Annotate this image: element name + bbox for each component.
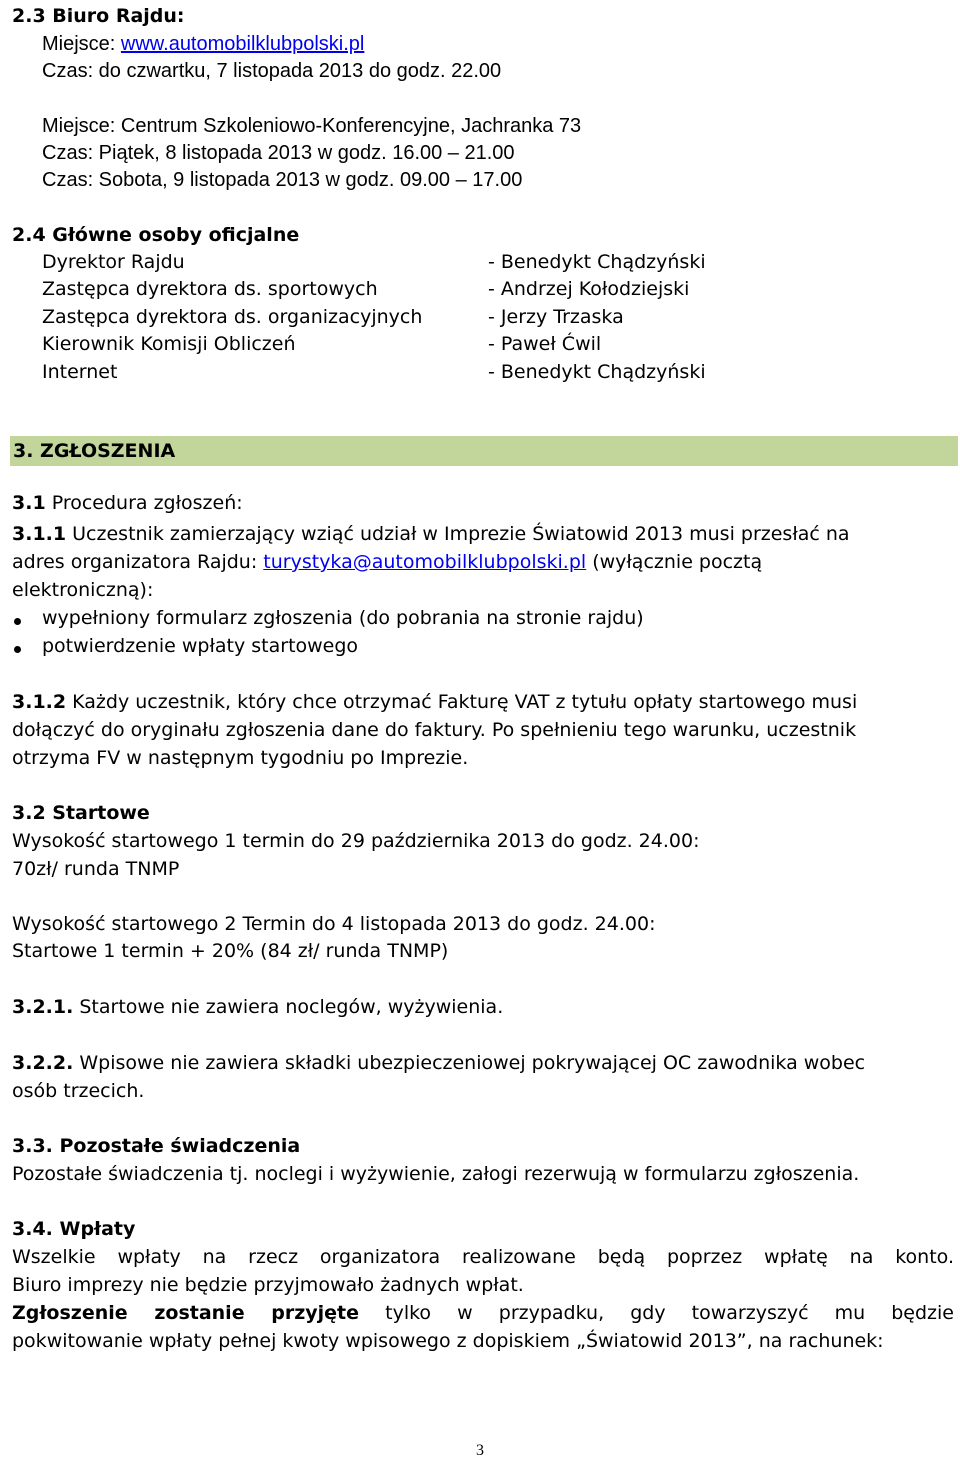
heading-3-1: 3.1 Procedura zgłoszeń: — [12, 492, 243, 514]
bullet-icon — [14, 618, 21, 625]
para-3-4-line: Biuro imprezy nie będzie przyjmowało żadnych wpłat. — [12, 1274, 524, 1296]
official-role: Internet — [42, 361, 118, 383]
fee-2-label: Wysokość startowego 2 Termin do 4 listopada 2013 do godz. 24.00: — [12, 913, 656, 935]
website-link[interactable]: www.automobilklubpolski.pl — [120, 33, 365, 55]
para-3-1-2-line: dołączyć do oryginału zgłoszenia dane do faktury. Po spełnieniu tego warunku, uczestnik — [12, 719, 857, 741]
office-time-3: Czas: Sobota, 9 listopada 2013 w godz. 09.00 – 17.00 — [42, 169, 523, 191]
official-name: - Jerzy Trzaska — [488, 306, 624, 328]
heading-3-4: 3.4. Wpłaty — [12, 1218, 136, 1240]
official-name: - Benedykt Chądzyński — [488, 251, 706, 273]
fee-2-value: Startowe 1 termin + 20% (84 zł/ runda TNMP) — [12, 940, 449, 962]
para-3-1-2-line: 3.1.2 Każdy uczestnik, który chce otrzymać Fakturę VAT z tytułu opłaty startowego musi — [12, 691, 858, 713]
office-time-1: Czas: do czwartku, 7 listopada 2013 do godz. 22.00 — [42, 60, 502, 82]
official-role: Dyrektor Rajdu — [42, 251, 185, 273]
official-name: - Andrzej Kołodziejski — [488, 278, 690, 300]
office-place-1 — [42, 31, 364, 57]
para-3-4-line: Zgłoszenie zostanie przyjęte tylko w przypadku, gdy towarzyszyć mu będzie — [12, 1302, 954, 1324]
heading-2-4: 2.4 Główne osoby oficjalne — [12, 224, 300, 246]
official-role: Kierownik Komisji Obliczeń — [42, 333, 296, 355]
para-3-1-1-line: elektroniczną): — [12, 579, 154, 601]
list-item: wypełniony formularz zgłoszenia (do pobrania na stronie rajdu) — [42, 607, 644, 629]
official-name: - Paweł Ćwil — [488, 333, 602, 355]
office-time-2: Czas: Piątek, 8 listopada 2013 w godz. 16.00 – 21.00 — [42, 142, 515, 164]
fee-1-label: Wysokość startowego 1 termin do 29 października 2013 do godz. 24.00: — [12, 830, 700, 852]
para-3-1-1-line: adres organizatora Rajdu: turystyka@automobilklubpolski.pl (wyłącznie pocztą — [12, 551, 763, 573]
para-3-2-2-line: osób trzecich. — [12, 1080, 145, 1102]
fee-1-value: 70zł/ runda TNMP — [12, 858, 180, 880]
heading-3-2: 3.2 Startowe — [12, 802, 150, 824]
para-3-1-1-line: 3.1.1 Uczestnik zamierzający wziąć udział w Imprezie Światowid 2013 musi przesłać na — [12, 523, 850, 545]
page-number: 3 — [476, 1442, 484, 1459]
para-3-4-line: Wszelkie wpłaty na rzecz organizatora realizowane będą poprzez wpłatę na konto. — [12, 1246, 954, 1268]
official-role: Zastępca dyrektora ds. organizacyjnych — [42, 306, 423, 328]
office-place-2: Miejsce: Centrum Szkoleniowo-Konferencyjne, Jachranka 73 — [42, 115, 582, 137]
office-place-1-label: Miejsce: — [42, 33, 121, 55]
official-role: Zastępca dyrektora ds. sportowych — [42, 278, 378, 300]
para-3-4-line: pokwitowanie wpłaty pełnej kwoty wpisowego z dopiskiem „Światowid 2013”, na rachunek: — [12, 1330, 884, 1352]
list-item: potwierdzenie wpłaty startowego — [42, 635, 359, 657]
heading-3: 3. ZGŁOSZENIA — [13, 440, 176, 462]
para-3-3: Pozostałe świadczenia tj. noclegi i wyżywienie, załogi rezerwują w formularzu zgłoszenia. — [12, 1163, 860, 1185]
email-link[interactable]: turystyka@automobilklubpolski.pl — [263, 551, 587, 573]
heading-2-3: 2.3 Biuro Rajdu: — [12, 5, 185, 27]
section-3-bar — [10, 436, 958, 466]
para-3-1-2-line: otrzyma FV w następnym tygodniu po Imprezie. — [12, 747, 469, 769]
para-3-2-2-line: 3.2.2. Wpisowe nie zawiera składki ubezpieczeniowej pokrywającej OC zawodnika wobec — [12, 1052, 866, 1074]
official-name: - Benedykt Chądzyński — [488, 361, 706, 383]
heading-3-3: 3.3. Pozostałe świadczenia — [12, 1135, 301, 1157]
para-3-2-1: 3.2.1. Startowe nie zawiera noclegów, wyżywienia. — [12, 996, 504, 1018]
bullet-icon — [14, 646, 21, 653]
